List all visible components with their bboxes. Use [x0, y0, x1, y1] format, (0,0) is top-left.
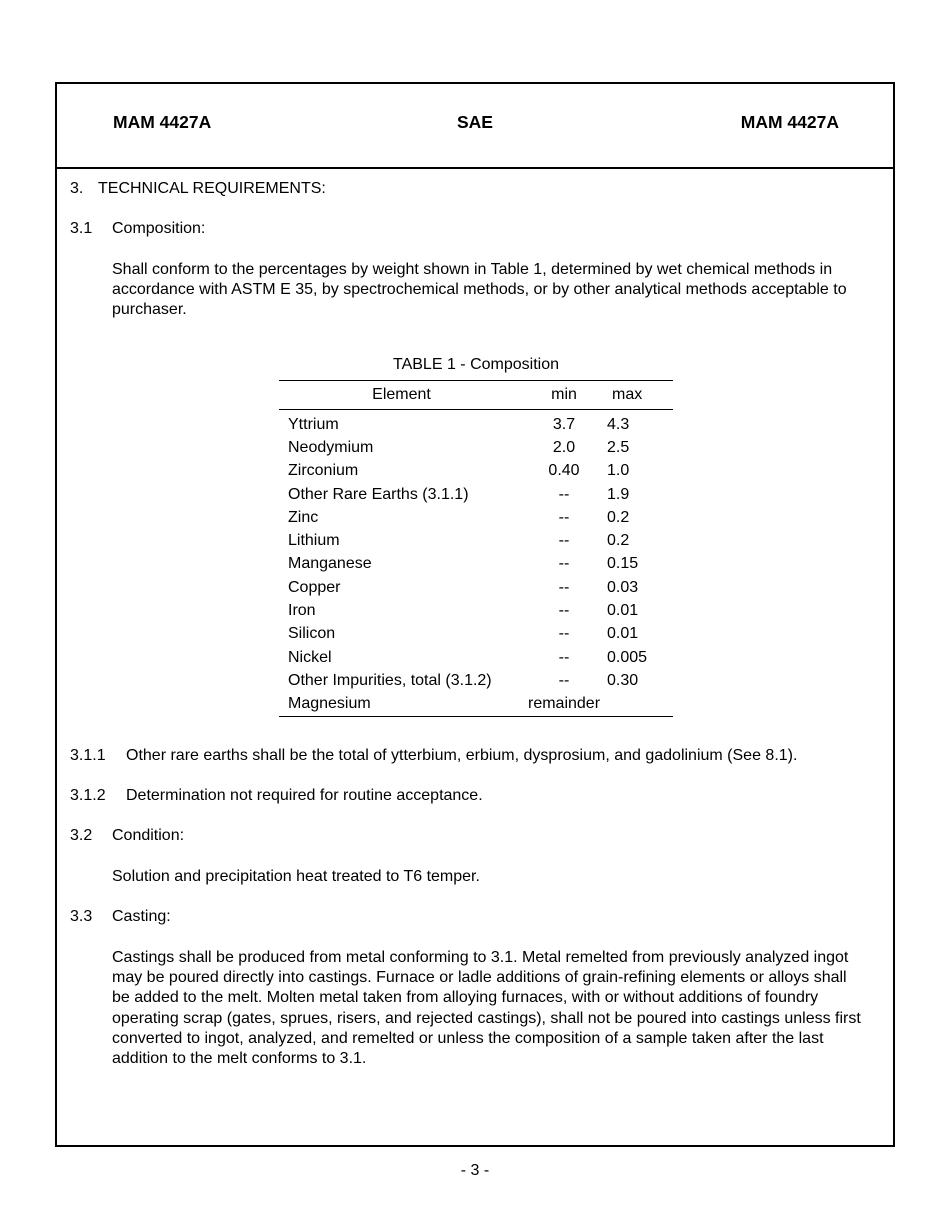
cell-max: 4.3	[607, 415, 630, 433]
table-row	[279, 506, 673, 529]
section-3-1-2-number: 3.1.2	[70, 787, 106, 804]
cell-min: --	[558, 508, 570, 526]
cell-max: 0.01	[607, 602, 639, 620]
cell-element: Lithium	[288, 532, 340, 550]
cell-min: --	[558, 555, 570, 573]
cell-max: 0.03	[607, 578, 639, 596]
page-frame	[55, 82, 895, 1147]
section-3-3-text: Castings shall be produced from metal conforming to 3.1. Metal remelted from previously analyzed ingot may be poured directly into castings. Furnace or ladle additions of grain-refining elements or alloys shall be added to the melt. Molten metal taken from alloying furnaces, with or without additions of foundry operating scrap (gates, sprues, risers, and rejected castings), shall not be poured into castings unless first converted to ingot, analyzed, and remelted or unless the composition of a sample taken after the last addition to the melt conforms to 3.1.	[112, 949, 861, 1068]
section-3-1-text: Shall conform to the percentages by weight shown in Table 1, determined by wet chemical methods in accordance with ASTM E 35, by spectrochemical methods, or by other analytical methods acceptable to purchaser.	[112, 261, 847, 319]
section-3-1-title: Composition:	[112, 220, 206, 237]
cell-element: Neodymium	[288, 438, 374, 456]
table-row	[279, 483, 673, 506]
cell-min: --	[558, 625, 570, 643]
cell-max	[604, 693, 673, 717]
cell-max: 0.2	[607, 532, 630, 550]
col-header-max: max	[604, 381, 673, 410]
cell-max: 0.30	[607, 671, 639, 689]
section-3-1-number: 3.1	[70, 220, 93, 237]
cell-min: --	[558, 648, 570, 666]
table-row	[279, 576, 673, 599]
cell-min: --	[558, 532, 570, 550]
cell-max: 0.005	[607, 648, 648, 666]
header-org: SAE	[457, 112, 493, 132]
cell-max: 0.15	[607, 555, 639, 573]
table-row	[279, 410, 673, 437]
table-row	[279, 460, 673, 483]
composition-table	[279, 380, 673, 717]
section-3-number: 3.	[70, 180, 84, 197]
cell-min: 3.7	[552, 415, 576, 433]
section-3-title: TECHNICAL REQUIREMENTS:	[98, 180, 326, 197]
cell-max: 1.0	[607, 462, 630, 480]
cell-element: Yttrium	[288, 415, 339, 433]
page-number: - 3 -	[460, 1162, 490, 1179]
cell-max: 2.5	[607, 438, 630, 456]
table-row	[279, 623, 673, 646]
table-1-title: TABLE 1 - Composition	[393, 356, 559, 373]
section-3-1-2-text: Determination not required for routine acceptance.	[126, 787, 483, 804]
section-3-1-1-text: Other rare earths shall be the total of ytterbium, erbium, dysprosium, and gadolinium (See 8.1).	[126, 747, 798, 764]
section-3-2-text: Solution and precipitation heat treated to T6 temper.	[112, 868, 480, 885]
cell-element: Manganese	[288, 555, 372, 573]
table-row	[279, 693, 673, 717]
table-row	[279, 529, 673, 552]
cell-element: Nickel	[288, 648, 332, 666]
cell-element: Zirconium	[288, 462, 359, 480]
table-row	[279, 436, 673, 459]
table-row	[279, 553, 673, 576]
cell-min: --	[558, 671, 570, 689]
section-3-3-title: Casting:	[112, 908, 171, 925]
cell-max: 0.2	[607, 508, 630, 526]
section-3-2-title: Condition:	[112, 827, 185, 844]
cell-element: Silicon	[288, 625, 336, 643]
document-header	[57, 84, 893, 169]
cell-element: Copper	[288, 578, 341, 596]
table-row	[279, 669, 673, 692]
table-row	[279, 646, 673, 669]
section-3-1-1-number: 3.1.1	[70, 747, 106, 764]
cell-element: Iron	[288, 602, 316, 620]
cell-min: remainder	[524, 693, 604, 717]
section-3-3-number: 3.3	[70, 908, 93, 925]
section-3-2-number: 3.2	[70, 827, 93, 844]
cell-element: Zinc	[288, 508, 319, 526]
cell-min: --	[558, 602, 570, 620]
col-header-element: Element	[279, 381, 524, 410]
table-header-row	[279, 381, 673, 410]
header-doc-number-right: MAM 4427A	[740, 112, 839, 132]
cell-min: --	[558, 578, 570, 596]
cell-min: 0.40	[548, 462, 580, 480]
cell-element: Other Rare Earths (3.1.1)	[288, 485, 469, 503]
col-header-min: min	[524, 381, 604, 410]
cell-element: Magnesium	[279, 693, 524, 717]
cell-element: Other Impurities, total (3.1.2)	[288, 671, 492, 689]
cell-max: 0.01	[607, 625, 639, 643]
cell-min: --	[558, 485, 570, 503]
cell-max: 1.9	[607, 485, 630, 503]
header-doc-number-left: MAM 4427A	[113, 112, 212, 132]
cell-min: 2.0	[552, 438, 576, 456]
table-row	[279, 599, 673, 622]
